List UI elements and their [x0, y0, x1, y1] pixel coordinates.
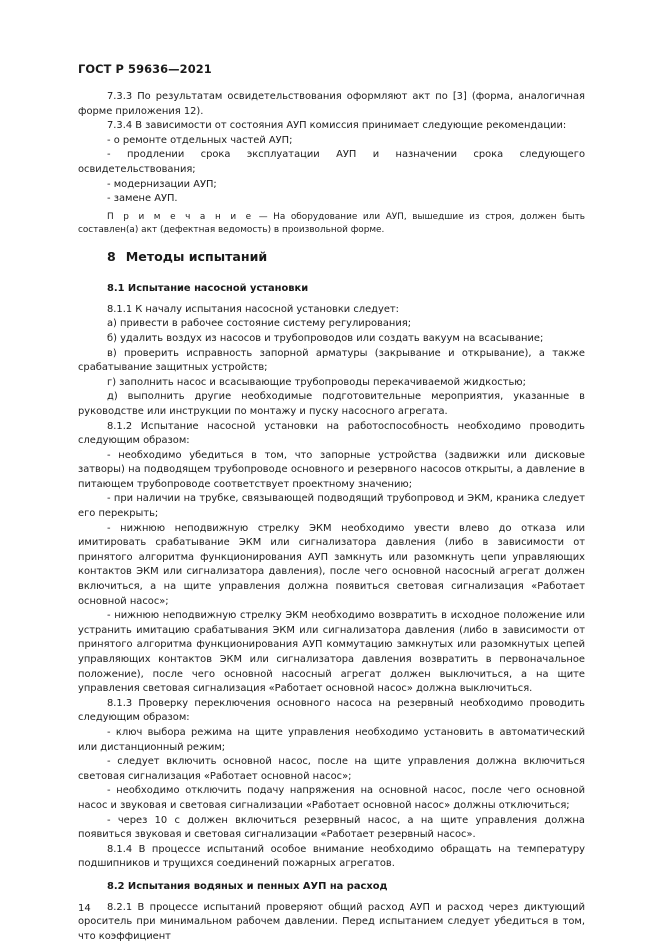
- note-text: — На оборудование или АУП, вышедшие из строя, должен быть составлен(а) акт (дефектная ведомость) в произвольной форме.: [78, 212, 585, 235]
- list-item: - нижнюю неподвижную стрелку ЭКМ необходимо увести влево до отказа или имитировать срабатывание ЭКМ или сигнализатора давления (либо в зависимости от принятого алгоритма функционирования АУП замкнуть или разомкнуть цепи управляющих контактов ЭКМ или сигнализатора давления), после чего основной насосный агрегат должен включиться, а на щите управления должна появиться световая сигнализация «Работает основной насос»;: [78, 522, 585, 610]
- list-item: - необходимо отключить подачу напряжения на основной насос, после чего основной насос и звуковая и световая сигнализации «Работает основной насос» должны отключиться;: [78, 784, 585, 813]
- note-label: П р и м е ч а н и е: [107, 212, 253, 222]
- page-body: [78, 90, 585, 944]
- list-item: - продлении срока эксплуатации АУП и назначении срока следующего освидетельствования;: [78, 148, 585, 177]
- paragraph: 8.1.3 Проверку переключения основного насоса на резервный необходимо проводить следующим образом:: [78, 697, 585, 726]
- section-title: Методы испытаний: [126, 249, 268, 264]
- list-item: б) удалить воздух из насосов и трубопроводов или создать вакуум на всасывание;: [78, 332, 585, 347]
- section-8-1-heading: 8.1 Испытание насосной установки: [107, 282, 585, 297]
- list-item: - следует включить основной насос, после на щите управления должна включиться световая сигнализация «Работает основной насос»;: [78, 755, 585, 784]
- note: [78, 211, 585, 237]
- document-header: ГОСТ Р 59636—2021: [78, 62, 212, 76]
- page-number: 14: [78, 903, 91, 914]
- paragraph: 8.2.1 В процессе испытаний проверяют общий расход АУП и расход через диктующий ороситель при минимальном рабочем давлении. Перед испытанием следует убедиться в том, что коэффициент: [78, 901, 585, 944]
- list-item: г) заполнить насос и всасывающие трубопроводы перекачиваемой жидкостью;: [78, 376, 585, 391]
- paragraph: 8.1.1 К началу испытания насосной установки следует:: [78, 303, 585, 318]
- section-8-2-paragraphs: [78, 901, 585, 944]
- list-item: - нижнюю неподвижную стрелку ЭКМ необходимо возвратить в исходное положение или устранить имитацию срабатывания ЭКМ или сигнализатора давления (либо в зависимости от принятого алгоритма функционирования АУП коммутацию замкнутых или разомкнутых цепей управляющих контактов ЭКМ или сигнализатора давления возвратить в первоначальное положение), после чего основной насосный агрегат должен выключиться, а на щите управления световая сигнализация «Работает основной насос» должна выключиться.: [78, 609, 585, 697]
- list-item: - через 10 с должен включиться резервный насос, а на щите управления должна появиться звуковая и световая сигнализации «Работает резервный насос».: [78, 814, 585, 843]
- list-item: - при наличии на трубке, связывающей подводящий трубопровод и ЭКМ, краника следует его перекрыть;: [78, 492, 585, 521]
- section-8-2-heading: 8.2 Испытания водяных и пенных АУП на расход: [107, 880, 585, 895]
- list-item: д) выполнить другие необходимые подготовительные мероприятия, указанные в руководстве или инструкции по монтажу и пуску насосного агрегата.: [78, 390, 585, 419]
- paragraph: 8.1.2 Испытание насосной установки на работоспособность необходимо проводить следующим образом:: [78, 420, 585, 449]
- list-item: - о ремонте отдельных частей АУП;: [78, 134, 585, 149]
- list-item: - модернизации АУП;: [78, 178, 585, 193]
- paragraph: 8.1.4 В процессе испытаний особое внимание необходимо обращать на температуру подшипников и трущихся соединений пожарных агрегатов.: [78, 843, 585, 872]
- list-item: в) проверить исправность запорной арматуры (закрывание и открывание), а также срабатывание защитных устройств;: [78, 347, 585, 376]
- list-item: - необходимо убедиться в том, что запорные устройства (задвижки или дисковые затворы) на подводящем трубопроводе основного и резервного насосов открыты, а давление в питающем трубопроводе соответствует проектному значению;: [78, 449, 585, 493]
- section-8-heading: [107, 249, 585, 264]
- list-item: - замене АУП.: [78, 192, 585, 207]
- section-8-1-paragraphs: [78, 303, 585, 872]
- list-item: а) привести в рабочее состояние систему регулирования;: [78, 317, 585, 332]
- section-number: 8: [107, 249, 116, 264]
- paragraph: 7.3.4 В зависимости от состояния АУП комиссия принимает следующие рекомендации:: [78, 119, 585, 134]
- list-item: - ключ выбора режима на щите управления необходимо установить в автоматический или дистанционный режим;: [78, 726, 585, 755]
- top-paragraphs: [78, 90, 585, 207]
- paragraph: 7.3.3 По результатам освидетельствования оформляют акт по [3] (форма, аналогичная форме приложения 12).: [78, 90, 585, 119]
